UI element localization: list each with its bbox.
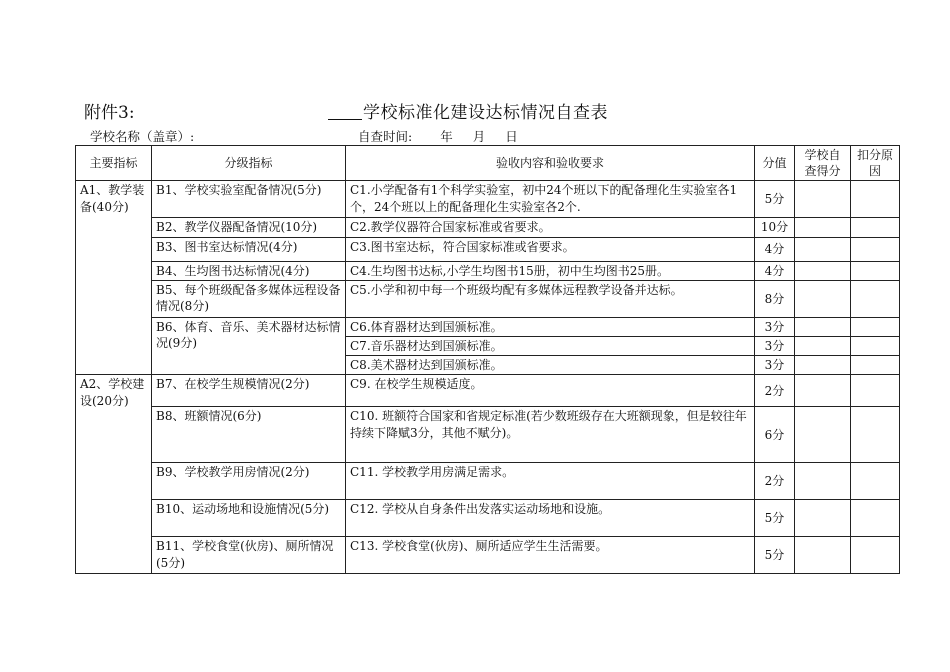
- requirement: C13. 学校食堂(伙房)、厕所适应学生生活需要。: [346, 537, 755, 574]
- requirement: C7.音乐器材达到国颁标准。: [346, 336, 755, 355]
- table-row: [76, 407, 900, 463]
- deduct-reason-cell[interactable]: [851, 407, 900, 463]
- self-score-cell[interactable]: [795, 463, 851, 500]
- self-score-cell[interactable]: [795, 500, 851, 537]
- deduct-reason-cell[interactable]: [851, 375, 900, 407]
- table-row: [76, 218, 900, 237]
- sub-indicator: B7、在校学生规模情况(2分): [152, 375, 346, 407]
- self-score-cell[interactable]: [795, 336, 851, 355]
- score-value: 3分: [755, 317, 795, 336]
- deduct-reason-cell[interactable]: [851, 237, 900, 261]
- sub-indicator: B5、每个班级配备多媒体远程设备情况(8分): [152, 280, 346, 317]
- month-label: 月: [472, 129, 486, 144]
- sub-indicator: B10、运动场地和设施情况(5分): [152, 500, 346, 537]
- sub-indicator: B8、班额情况(6分): [152, 407, 346, 463]
- requirement: C5.小学和初中每一个班级均配有多媒体远程教学设备并达标。: [346, 280, 755, 317]
- column-header-self-score: 学校自查得分: [795, 146, 851, 181]
- category-cell: A1、教学装备(40分): [76, 181, 152, 375]
- table-row: [76, 237, 900, 261]
- self-score-cell[interactable]: [795, 356, 851, 375]
- day-label: 日: [505, 129, 518, 144]
- score-value: 5分: [755, 500, 795, 537]
- requirement: C3.图书室达标，符合国家标准或省要求。: [346, 237, 755, 261]
- self-score-cell[interactable]: [795, 261, 851, 280]
- requirement: C9. 在校学生规模适度。: [346, 375, 755, 407]
- requirement: C2.教学仪器符合国家标准或省要求。: [346, 218, 755, 237]
- year-label: 年: [440, 129, 453, 144]
- category-cell: A2、学校建设(20分): [76, 375, 152, 574]
- deduct-reason-cell[interactable]: [851, 261, 900, 280]
- self-score-cell[interactable]: [795, 237, 851, 261]
- page-title-text: 学校标准化建设达标情况自查表: [363, 103, 608, 123]
- self-score-cell[interactable]: [795, 181, 851, 218]
- column-header-sub: 分级指标: [152, 146, 346, 181]
- score-value: 3分: [755, 356, 795, 375]
- sub-indicator: B9、学校教学用房情况(2分): [152, 463, 346, 500]
- table-row: [76, 537, 900, 574]
- deduct-reason-cell[interactable]: [851, 356, 900, 375]
- deduct-reason-cell[interactable]: [851, 181, 900, 218]
- sub-indicator: B4、生均图书达标情况(4分): [152, 261, 346, 280]
- table-row: [76, 463, 900, 500]
- score-value: 6分: [755, 407, 795, 463]
- deduct-reason-cell[interactable]: [851, 537, 900, 574]
- self-score-cell[interactable]: [795, 280, 851, 317]
- sub-indicator: B1、学校实验室配备情况(5分): [152, 181, 346, 218]
- table-row: [76, 317, 900, 336]
- requirement: C1.小学配备有1个科学实验室，初中24个班以下的配备理化生实验室各1个，24个班以上的配备理化生实验室各2个.: [346, 181, 755, 218]
- deduct-reason-cell[interactable]: [851, 317, 900, 336]
- table-row: [76, 280, 900, 317]
- self-score-cell[interactable]: [795, 317, 851, 336]
- column-header-deduct: 扣分原因: [851, 146, 900, 181]
- self-score-cell[interactable]: [795, 537, 851, 574]
- score-value: 10分: [755, 218, 795, 237]
- check-time-label: 自查时间:: [358, 129, 413, 144]
- column-header-main: 主要指标: [76, 146, 152, 181]
- sub-indicator: B3、图书室达标情况(4分): [152, 237, 346, 261]
- page-title: [328, 98, 608, 123]
- table-row: [76, 375, 900, 407]
- deduct-reason-cell[interactable]: [851, 280, 900, 317]
- column-header-content: 验收内容和验收要求: [346, 146, 755, 181]
- sub-indicator: B6、体育、音乐、美术器材达标情况(9分): [152, 317, 346, 375]
- deduct-reason-cell[interactable]: [851, 500, 900, 537]
- requirement: C11. 学校教学用房满足需求。: [346, 463, 755, 500]
- score-value: 8分: [755, 280, 795, 317]
- score-value: 2分: [755, 375, 795, 407]
- table-row: [76, 261, 900, 280]
- score-value: 4分: [755, 261, 795, 280]
- requirement: C4.生均图书达标,小学生均图书15册，初中生均图书25册。: [346, 261, 755, 280]
- table-row: [76, 181, 900, 218]
- requirement: C10. 班额符合国家和省规定标准(若少数班级存在大班额现象，但是较往年持续下降赋3分，其他不赋分)。: [346, 407, 755, 463]
- check-time: [358, 127, 518, 145]
- self-check-table: [75, 145, 900, 574]
- requirement: C6.体育器材达到国颁标准。: [346, 317, 755, 336]
- deduct-reason-cell[interactable]: [851, 336, 900, 355]
- score-value: 4分: [755, 237, 795, 261]
- sub-indicator: B2、教学仪器配备情况(10分): [152, 218, 346, 237]
- sub-indicator: B11、学校食堂(伙房)、厕所情况(5分): [152, 537, 346, 574]
- deduct-reason-cell[interactable]: [851, 218, 900, 237]
- self-score-cell[interactable]: [795, 375, 851, 407]
- requirement: C8.美术器材达到国颁标准。: [346, 356, 755, 375]
- deduct-reason-cell[interactable]: [851, 463, 900, 500]
- score-value: 5分: [755, 537, 795, 574]
- requirement: C12. 学校从自身条件出发落实运动场地和设施。: [346, 500, 755, 537]
- score-value: 2分: [755, 463, 795, 500]
- attachment-label: 附件3:: [84, 103, 135, 123]
- school-name-label: 学校名称（盖章）:: [90, 129, 195, 144]
- title-blank-line: [328, 105, 362, 120]
- column-header-score: 分值: [755, 146, 795, 181]
- score-value: 3分: [755, 336, 795, 355]
- self-score-cell[interactable]: [795, 407, 851, 463]
- table-row: [76, 500, 900, 537]
- score-value: 5分: [755, 181, 795, 218]
- self-score-cell[interactable]: [795, 218, 851, 237]
